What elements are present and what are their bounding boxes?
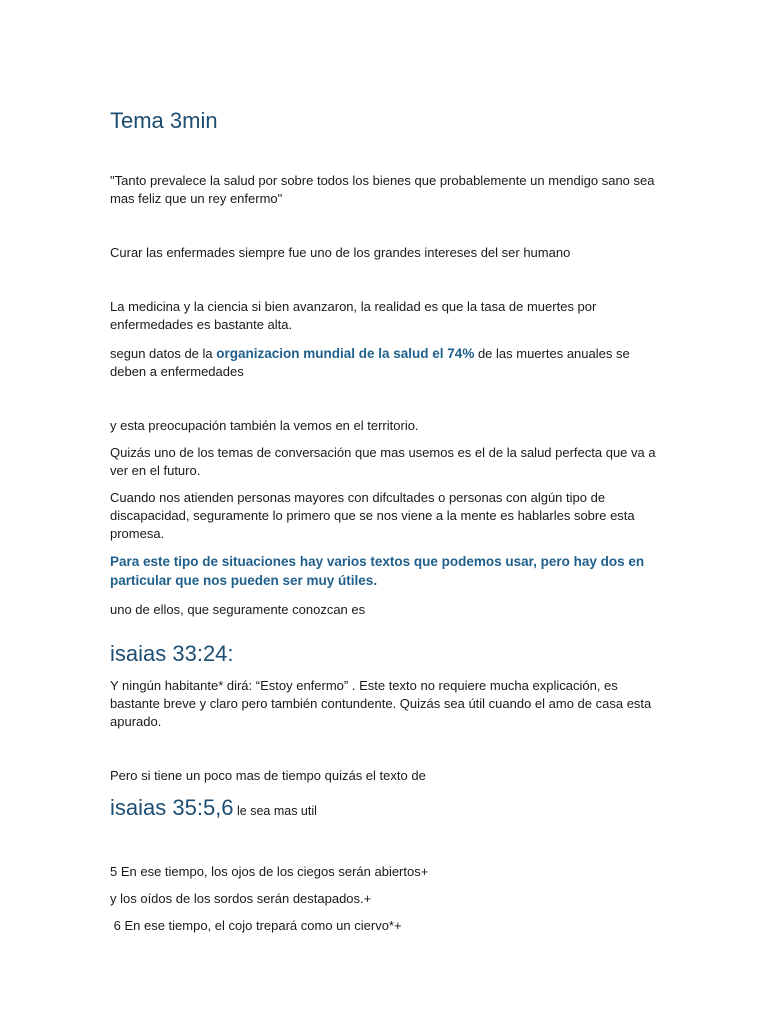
oms-text-post: de las muertes anuales se deben a enfermedades (110, 346, 630, 379)
oms-text-pre: segun datos de la (110, 346, 217, 361)
paragraph-verse1-explanation: Y ningún habitante* dirá: “Estoy enfermo” . Este texto no requiere mucha explicación, es bastante breve y claro pero también contundente. Quizás sea útil cuando el amo de casa esta apurado. (110, 678, 652, 729)
document-title: Tema 3min (110, 108, 218, 133)
opening-quote: "Tanto prevalece la salud por sobre todos los bienes que probablemente un mendigo sano sea mas feliz que un rey enfermo" (110, 173, 655, 206)
paragraph-medicina: La medicina y la ciencia si bien avanzaron, la realidad es que la tasa de muertes por enfermedades es bastante alta. (110, 299, 597, 332)
verse2-suffix: le sea mas util (233, 804, 317, 818)
paragraph-conversacion: Quizás uno de los temas de conversación que mas usemos es el de la salud perfecta que va a ver en el futuro. (110, 445, 656, 478)
verse-heading-isaias-35 (110, 795, 317, 821)
verse-heading-isaias-33: isaias 33:24: (110, 641, 234, 666)
callout-situaciones: Para este tipo de situaciones hay varios textos que podemos usar, pero hay dos en particular que nos pueden ser muy útiles. (110, 554, 645, 588)
paragraph-mas-tiempo: Pero si tiene un poco mas de tiempo quizás el texto de (110, 768, 426, 783)
paragraph-territorio: y esta preocupación también la vemos en el territorio. (110, 418, 419, 433)
verse2-reference: isaias 35:5,6 (110, 795, 234, 820)
paragraph-uno-de-ellos: uno de ellos, que seguramente conozcan es (110, 602, 366, 617)
verse-line-6: 6 En ese tiempo, el cojo trepará como un ciervo*+ (110, 918, 402, 933)
paragraph-oms (110, 345, 660, 381)
verse-line-5a: 5 En ese tiempo, los ojos de los ciegos serán abiertos+ (110, 864, 429, 879)
paragraph-curar: Curar las enfermades siempre fue uno de los grandes intereses del ser humano (110, 245, 571, 260)
verse-line-5b: y los oídos de los sordos serán destapados.+ (110, 891, 372, 906)
oms-highlight: organizacion mundial de la salud el 74% (216, 346, 475, 361)
paragraph-atienden: Cuando nos atienden personas mayores con difcultades o personas con algún tipo de discapacidad, seguramente lo primero que se nos viene a la mente es hablarles sobre esta promesa. (110, 490, 635, 541)
